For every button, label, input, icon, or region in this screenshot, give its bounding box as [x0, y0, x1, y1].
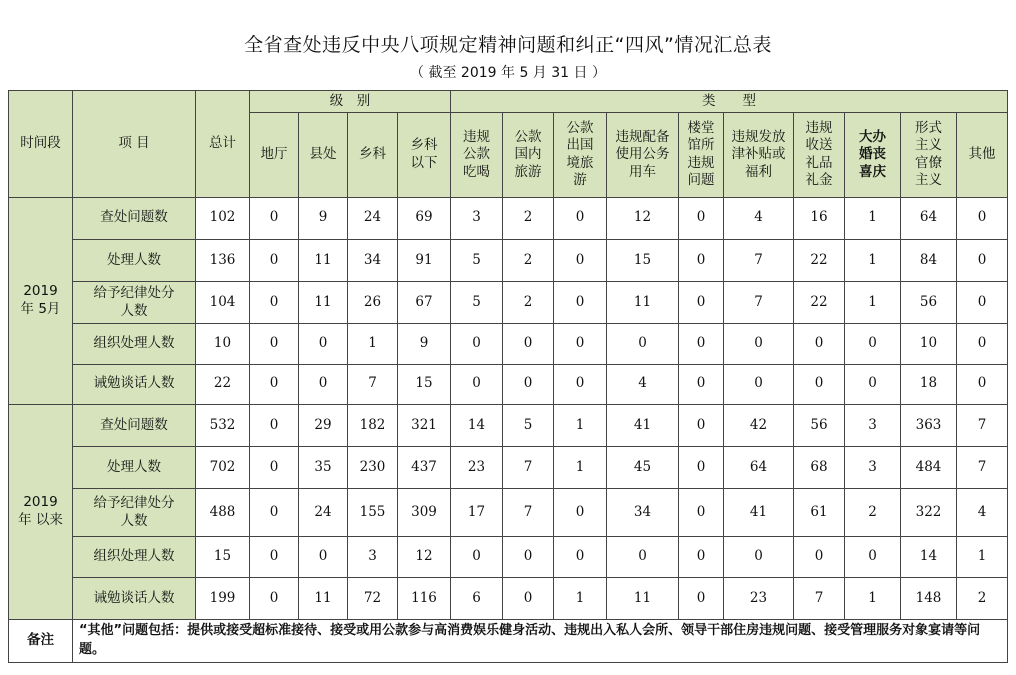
header-type-group: 类 型 [451, 91, 1008, 113]
total-cell: 15 [196, 537, 250, 577]
value-cell: 321 [398, 404, 451, 446]
value-cell: 0 [845, 324, 901, 364]
value-cell: 11 [607, 577, 679, 619]
value-cell: 0 [554, 197, 607, 239]
value-cell: 64 [724, 446, 794, 488]
value-cell: 0 [845, 364, 901, 404]
value-cell: 1 [554, 404, 607, 446]
value-cell: 0 [957, 197, 1008, 239]
value-cell: 116 [398, 577, 451, 619]
value-cell: 1 [348, 324, 398, 364]
value-cell: 41 [607, 404, 679, 446]
value-cell: 0 [679, 197, 724, 239]
value-cell: 0 [679, 239, 724, 281]
page-subtitle: （ 截至 2019 年 5 月 31 日 ） [410, 65, 606, 81]
value-cell: 3 [451, 197, 503, 239]
row-item-label: 给予纪律处分人数 [73, 489, 196, 537]
value-cell: 0 [250, 324, 299, 364]
total-cell: 104 [196, 282, 250, 324]
value-cell: 67 [398, 282, 451, 324]
total-cell: 10 [196, 324, 250, 364]
value-cell: 0 [250, 537, 299, 577]
value-cell: 0 [794, 324, 845, 364]
value-cell: 0 [607, 537, 679, 577]
value-cell: 64 [901, 197, 957, 239]
value-cell: 22 [794, 239, 845, 281]
value-cell: 34 [607, 489, 679, 537]
value-cell: 0 [503, 577, 554, 619]
value-cell: 1 [845, 239, 901, 281]
value-cell: 0 [957, 324, 1008, 364]
value-cell: 4 [724, 197, 794, 239]
value-cell: 7 [794, 577, 845, 619]
total-cell: 22 [196, 364, 250, 404]
value-cell: 4 [607, 364, 679, 404]
row-item-label: 查处问题数 [73, 404, 196, 446]
value-cell: 18 [901, 364, 957, 404]
value-cell: 1 [957, 537, 1008, 577]
total-cell: 488 [196, 489, 250, 537]
header-row-1 [9, 91, 1008, 113]
row-item-label: 给予纪律处分人数 [73, 282, 196, 324]
value-cell: 0 [451, 364, 503, 404]
value-cell: 0 [299, 537, 348, 577]
value-cell: 0 [679, 537, 724, 577]
value-cell: 148 [901, 577, 957, 619]
value-cell: 14 [901, 537, 957, 577]
value-cell: 0 [250, 364, 299, 404]
total-cell: 702 [196, 446, 250, 488]
header-level: 地厅 [250, 113, 299, 197]
row-item-label: 组织处理人数 [73, 324, 196, 364]
header-type: 大办婚丧喜庆 [845, 113, 901, 197]
value-cell: 0 [679, 577, 724, 619]
header-type: 公款出国境旅游 [554, 113, 607, 197]
header-type: 违规发放津补贴或福利 [724, 113, 794, 197]
value-cell: 7 [957, 404, 1008, 446]
page-title: 全省查处违反中央八项规定精神问题和纠正“四风”情况汇总表 [244, 34, 772, 56]
value-cell: 155 [348, 489, 398, 537]
value-cell: 0 [299, 364, 348, 404]
value-cell: 45 [607, 446, 679, 488]
value-cell: 0 [679, 324, 724, 364]
value-cell: 0 [503, 324, 554, 364]
value-cell: 2 [957, 577, 1008, 619]
value-cell: 68 [794, 446, 845, 488]
header-level: 乡科 [348, 113, 398, 197]
value-cell: 69 [398, 197, 451, 239]
value-cell: 11 [299, 577, 348, 619]
value-cell: 309 [398, 489, 451, 537]
value-cell: 0 [794, 537, 845, 577]
value-cell: 0 [451, 537, 503, 577]
value-cell: 84 [901, 239, 957, 281]
value-cell: 42 [724, 404, 794, 446]
notes-row [9, 619, 1008, 662]
total-cell: 136 [196, 239, 250, 281]
value-cell: 0 [554, 489, 607, 537]
header-type: 楼堂馆所违规问题 [679, 113, 724, 197]
table-row [9, 239, 1008, 281]
value-cell: 12 [398, 537, 451, 577]
value-cell: 437 [398, 446, 451, 488]
value-cell: 11 [299, 239, 348, 281]
notes-text: “其他”问题包括：提供或接受超标准接待、接受或用公款参与高消费娱乐健身活动、违规出入私人会所、领导干部住房违规问题、接受管理服务对象宴请等问题。 [73, 619, 1008, 662]
table-body [9, 91, 1008, 663]
header-type: 形式主义官僚主义 [901, 113, 957, 197]
table-row [9, 446, 1008, 488]
value-cell: 0 [724, 537, 794, 577]
header-type: 其他 [957, 113, 1008, 197]
value-cell: 7 [724, 282, 794, 324]
value-cell: 61 [794, 489, 845, 537]
value-cell: 0 [679, 282, 724, 324]
value-cell: 3 [348, 537, 398, 577]
value-cell: 41 [724, 489, 794, 537]
value-cell: 0 [957, 364, 1008, 404]
value-cell: 0 [250, 446, 299, 488]
value-cell: 322 [901, 489, 957, 537]
value-cell: 17 [451, 489, 503, 537]
value-cell: 484 [901, 446, 957, 488]
value-cell: 2 [503, 197, 554, 239]
value-cell: 7 [724, 239, 794, 281]
value-cell: 0 [724, 324, 794, 364]
header-item: 项 目 [73, 91, 196, 198]
value-cell: 11 [607, 282, 679, 324]
value-cell: 363 [901, 404, 957, 446]
value-cell: 34 [348, 239, 398, 281]
value-cell: 0 [679, 364, 724, 404]
value-cell: 0 [299, 324, 348, 364]
value-cell: 5 [451, 282, 503, 324]
value-cell: 26 [348, 282, 398, 324]
value-cell: 0 [554, 282, 607, 324]
value-cell: 91 [398, 239, 451, 281]
value-cell: 230 [348, 446, 398, 488]
value-cell: 0 [679, 404, 724, 446]
value-cell: 24 [348, 197, 398, 239]
total-cell: 532 [196, 404, 250, 446]
table-row [9, 404, 1008, 446]
value-cell: 7 [348, 364, 398, 404]
table-row [9, 489, 1008, 537]
value-cell: 3 [845, 446, 901, 488]
value-cell: 22 [794, 282, 845, 324]
value-cell: 0 [845, 537, 901, 577]
header-type: 违规收送礼品礼金 [794, 113, 845, 197]
value-cell: 0 [451, 324, 503, 364]
value-cell: 0 [794, 364, 845, 404]
header-level: 县处 [299, 113, 348, 197]
value-cell: 1 [845, 577, 901, 619]
value-cell: 72 [348, 577, 398, 619]
table-row [9, 537, 1008, 577]
value-cell: 14 [451, 404, 503, 446]
value-cell: 0 [554, 364, 607, 404]
value-cell: 1 [554, 446, 607, 488]
table-row [9, 197, 1008, 239]
value-cell: 2 [503, 282, 554, 324]
header-type: 公款国内旅游 [503, 113, 554, 197]
value-cell: 7 [503, 489, 554, 537]
value-cell: 16 [794, 197, 845, 239]
value-cell: 0 [250, 239, 299, 281]
value-cell: 1 [845, 197, 901, 239]
value-cell: 56 [901, 282, 957, 324]
row-item-label: 诫勉谈话人数 [73, 364, 196, 404]
header-level: 乡科以下 [398, 113, 451, 197]
value-cell: 0 [554, 537, 607, 577]
table-row [9, 364, 1008, 404]
value-cell: 9 [398, 324, 451, 364]
period-cell: 2019 年 5月 [9, 197, 73, 404]
value-cell: 0 [554, 324, 607, 364]
value-cell: 0 [724, 364, 794, 404]
value-cell: 0 [250, 577, 299, 619]
value-cell: 0 [679, 446, 724, 488]
value-cell: 0 [679, 489, 724, 537]
value-cell: 0 [503, 364, 554, 404]
value-cell: 0 [503, 537, 554, 577]
notes-label: 备注 [9, 619, 73, 662]
summary-table [8, 90, 1008, 663]
value-cell: 15 [398, 364, 451, 404]
value-cell: 1 [554, 577, 607, 619]
value-cell: 2 [503, 239, 554, 281]
header-type: 违规配备使用公务用车 [607, 113, 679, 197]
row-item-label: 查处问题数 [73, 197, 196, 239]
value-cell: 1 [845, 282, 901, 324]
value-cell: 23 [451, 446, 503, 488]
value-cell: 7 [503, 446, 554, 488]
value-cell: 2 [845, 489, 901, 537]
table-row [9, 282, 1008, 324]
value-cell: 10 [901, 324, 957, 364]
value-cell: 5 [503, 404, 554, 446]
value-cell: 0 [957, 239, 1008, 281]
row-item-label: 诫勉谈话人数 [73, 577, 196, 619]
value-cell: 4 [957, 489, 1008, 537]
value-cell: 7 [957, 446, 1008, 488]
value-cell: 0 [554, 239, 607, 281]
value-cell: 5 [451, 239, 503, 281]
value-cell: 182 [348, 404, 398, 446]
period-cell: 2019 年 以来 [9, 404, 73, 619]
value-cell: 35 [299, 446, 348, 488]
total-cell: 199 [196, 577, 250, 619]
value-cell: 0 [250, 282, 299, 324]
value-cell: 24 [299, 489, 348, 537]
value-cell: 0 [250, 489, 299, 537]
header-level-group: 级 别 [250, 91, 451, 113]
value-cell: 15 [607, 239, 679, 281]
row-item-label: 处理人数 [73, 239, 196, 281]
value-cell: 29 [299, 404, 348, 446]
value-cell: 0 [250, 404, 299, 446]
value-cell: 3 [845, 404, 901, 446]
value-cell: 23 [724, 577, 794, 619]
value-cell: 0 [250, 197, 299, 239]
value-cell: 12 [607, 197, 679, 239]
value-cell: 6 [451, 577, 503, 619]
value-cell: 11 [299, 282, 348, 324]
header-total: 总计 [196, 91, 250, 198]
value-cell: 0 [957, 282, 1008, 324]
value-cell: 56 [794, 404, 845, 446]
value-cell: 9 [299, 197, 348, 239]
value-cell: 0 [607, 324, 679, 364]
table-row [9, 577, 1008, 619]
header-period: 时间段 [9, 91, 73, 198]
row-item-label: 处理人数 [73, 446, 196, 488]
total-cell: 102 [196, 197, 250, 239]
table-row [9, 324, 1008, 364]
header-type: 违规公款吃喝 [451, 113, 503, 197]
row-item-label: 组织处理人数 [73, 537, 196, 577]
